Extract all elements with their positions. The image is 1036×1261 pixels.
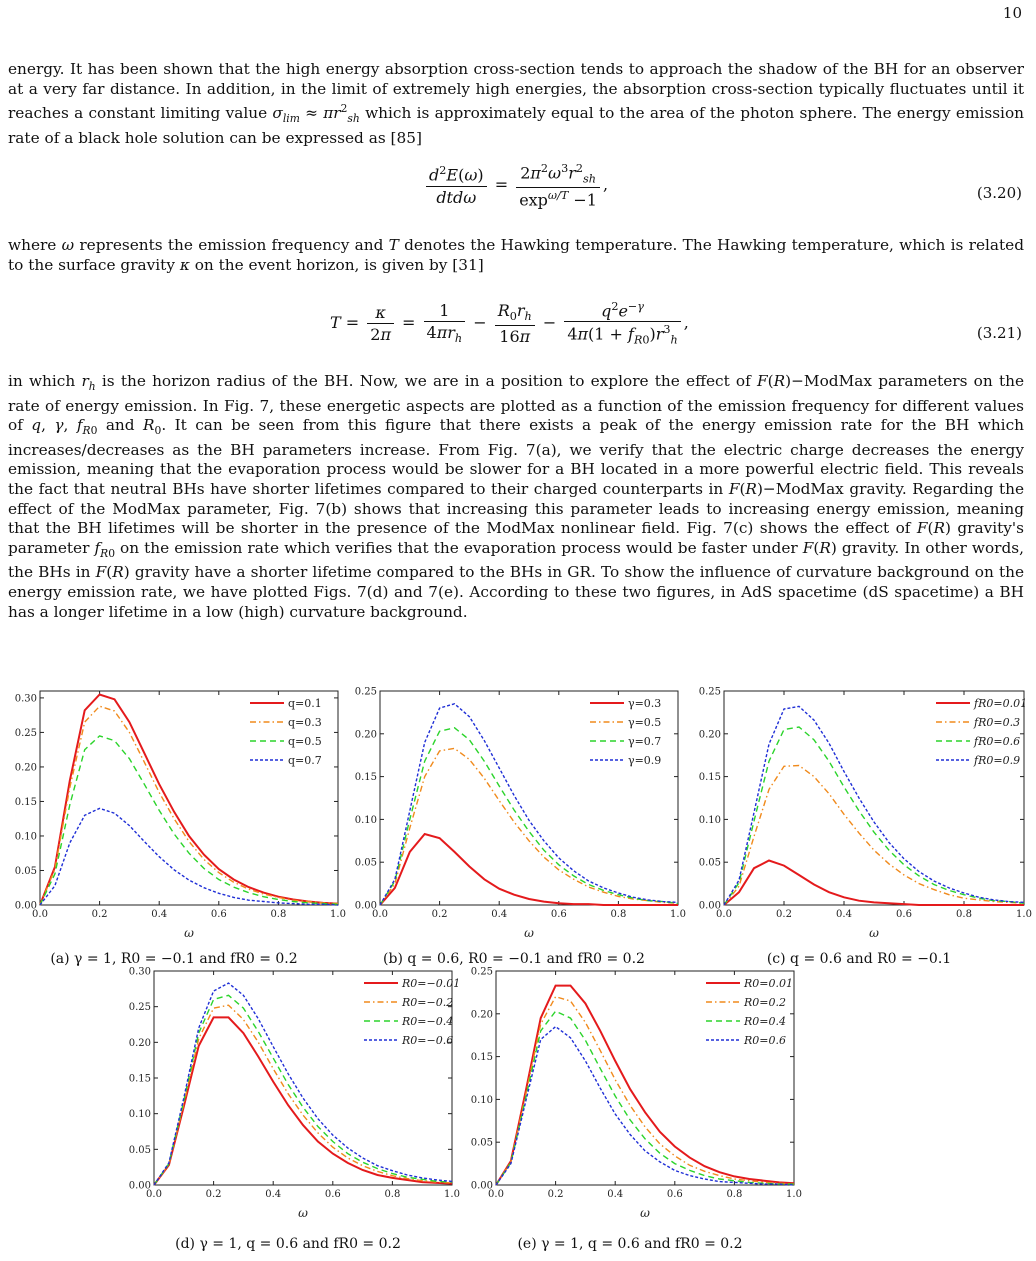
x-axis-label: ω	[524, 926, 534, 940]
legend-label: q=0.5	[288, 735, 322, 748]
x-axis-label: ω	[869, 926, 879, 940]
x-tick-label: 0.6	[324, 1189, 341, 1200]
x-tick-label: 0.2	[431, 909, 448, 920]
y-tick-label: 0.20	[698, 729, 721, 741]
paragraph-2: where ω represents the emission frequency and T denotes the Hawking temperature. The Hawking temperature, which is related to the surface gravity κ on the event horizon, is given by [31]	[8, 236, 1024, 274]
legend-label: R0=0.4	[744, 1015, 786, 1028]
legend-label: fR0=0.3	[974, 716, 1021, 729]
x-tick-label: 0.8	[270, 909, 287, 920]
series-line-0	[724, 861, 1024, 906]
legend-label: fR0=0.9	[974, 754, 1021, 767]
x-axis-label: ω	[640, 1206, 650, 1220]
legend-label: γ=0.7	[628, 735, 662, 748]
x-tick-label: 0.4	[836, 909, 852, 920]
x-tick-label: 0.2	[776, 909, 792, 920]
x-tick-label: 0.4	[607, 1189, 624, 1200]
y-tick-label: 0.05	[354, 857, 377, 869]
chart-panel-b	[344, 685, 684, 945]
y-tick-label: 0.20	[354, 729, 377, 741]
y-tick-label: 0.15	[128, 1073, 151, 1085]
series-line-3	[380, 704, 678, 905]
y-tick-label: 0.15	[354, 772, 377, 784]
y-tick-label: 0.00	[128, 1180, 151, 1192]
y-tick-label: 0.15	[14, 796, 37, 808]
x-tick-label: 1.0	[330, 909, 346, 920]
legend-label: R0=0.6	[744, 1034, 786, 1047]
x-tick-label: 0.8	[384, 1189, 401, 1200]
y-tick-label: 0.00	[470, 1180, 493, 1192]
y-tick-label: 0.20	[14, 762, 37, 774]
chart-panel-a	[4, 685, 344, 945]
x-tick-label: 0.6	[550, 909, 567, 920]
y-tick-label: 0.10	[698, 814, 721, 826]
x-axis-label: ω	[298, 1206, 308, 1220]
x-tick-label: 1.0	[786, 1189, 802, 1200]
y-tick-label: 0.25	[128, 1002, 151, 1014]
caption-e: (e) γ = 1, q = 0.6 and fR0 = 0.2	[517, 1236, 743, 1252]
x-tick-label: 0.2	[91, 909, 108, 920]
legend-label: R0=−0.2	[402, 996, 454, 1009]
x-tick-label: 0.2	[547, 1189, 564, 1200]
x-tick-label: 0.0	[488, 1189, 504, 1200]
legend-label: q=0.3	[288, 716, 322, 729]
series-line-3	[40, 808, 338, 905]
y-tick-label: 0.05	[128, 1144, 151, 1156]
legend-label: γ=0.9	[628, 754, 662, 767]
y-tick-label: 0.15	[470, 1052, 493, 1064]
chart-panel-c	[688, 685, 1030, 945]
paragraph-3: in which $r_h$ is the horizon radius of the BH. Now, we are in a position to explore the effect of F(R)−ModMax parameters on the rate of energy emission. In Fig. 7, these energetic aspects are plotted as a function of the emission frequency for different values of q, γ, $f_{R0}$ and $R_0$. It can be seen from this figure that there exists a peak of the energy emission rate for the BH which increases/decreases as the BH parameters increase. From Fig. 7(a), we verify that the electric charge decreases the energy emission, meaning that the evaporation process would be slower for a BH located in a more powerful electric field. This reveals the fact that neutral BHs have shorter lifetimes compared to their charged counterparts in F(R)−ModMax gravity. Regarding the effect of the ModMax parameter, Fig. 7(b) shows that increasing this parameter leads to increasing energy emission, meaning that the BH lifetimes will be shorter in the presence of the ModMax nonlinear field. Fig. 7(c) shows the effect of F(R) gravity's parameter $f_{R0}$ on the emission rate which verifies that the evaporation process would be faster under F(R) gravity. In other words, the BHs in F(R) gravity have a shorter lifetime compared to the BHs in GR. To show the influence of curvature background on the energy emission rate, we have plotted Figs. 7(d) and 7(e). According to these two figures, in AdS spacetime (dS spacetime) a BH has a longer lifetime in a low (high) curvature background.	[8, 372, 1025, 621]
legend-label: R0=−0.4	[402, 1015, 454, 1028]
x-tick-label: 0.4	[491, 909, 508, 920]
legend-label: q=0.1	[288, 697, 322, 710]
page-number: 10	[1002, 4, 1022, 22]
y-tick-label: 0.00	[14, 900, 37, 912]
x-tick-label: 0.8	[610, 909, 627, 920]
chart-panel-d	[118, 965, 461, 1225]
x-tick-label: 0.2	[205, 1189, 222, 1200]
y-tick-label: 0.05	[470, 1137, 493, 1149]
y-tick-label: 0.10	[354, 814, 377, 826]
x-tick-label: 0.0	[716, 909, 732, 920]
legend-label: fR0=0.6	[974, 735, 1021, 748]
legend-label: γ=0.3	[628, 697, 662, 710]
y-tick-label: 0.25	[698, 686, 721, 698]
x-tick-label: 0.4	[265, 1189, 282, 1200]
x-tick-label: 0.0	[146, 1189, 162, 1200]
x-tick-label: 0.8	[726, 1189, 743, 1200]
series-line-0	[380, 834, 678, 905]
y-tick-label: 0.05	[14, 865, 37, 877]
x-tick-label: 0.0	[372, 909, 388, 920]
equation-number: (3.20)	[976, 184, 1022, 202]
y-tick-label: 0.00	[354, 900, 377, 912]
y-tick-label: 0.30	[14, 693, 37, 705]
legend-label: R0=−0.6	[402, 1034, 454, 1047]
x-tick-label: 1.0	[670, 909, 686, 920]
x-axis-label: ω	[184, 926, 194, 940]
chart-panel-e	[460, 965, 800, 1225]
y-tick-label: 0.00	[698, 900, 721, 912]
x-tick-label: 1.0	[1016, 909, 1032, 920]
x-tick-label: 0.0	[32, 909, 48, 920]
y-tick-label: 0.10	[14, 831, 37, 843]
x-tick-label: 0.6	[666, 1189, 683, 1200]
legend-label: R0=−0.01	[402, 977, 461, 990]
equation-number: (3.21)	[976, 324, 1022, 342]
legend-label: fR0=0.01	[974, 697, 1028, 710]
x-tick-label: 0.6	[210, 909, 227, 920]
y-tick-label: 0.15	[698, 772, 721, 784]
legend-label: R0=0.2	[744, 996, 786, 1009]
legend-label: q=0.7	[288, 754, 322, 767]
y-tick-label: 0.05	[698, 857, 721, 869]
y-tick-label: 0.25	[14, 727, 37, 739]
series-line-1	[724, 766, 1024, 906]
y-tick-label: 0.10	[470, 1094, 493, 1106]
series-line-1	[380, 748, 678, 905]
caption-a: (a) γ = 1, R0 = −0.1 and fR0 = 0.2	[50, 951, 298, 967]
x-tick-label: 0.8	[956, 909, 972, 920]
legend-label: R0=0.01	[744, 977, 793, 990]
series-line-3	[496, 1027, 794, 1185]
x-tick-label: 0.6	[896, 909, 912, 920]
x-tick-label: 0.4	[151, 909, 168, 920]
y-tick-label: 0.30	[128, 966, 151, 978]
x-tick-label: 1.0	[444, 1189, 460, 1200]
y-tick-label: 0.25	[470, 966, 493, 978]
legend-label: γ=0.5	[628, 716, 662, 729]
series-line-3	[154, 983, 452, 1185]
y-tick-label: 0.25	[354, 686, 377, 698]
caption-b: (b) q = 0.6, R0 = −0.1 and fR0 = 0.2	[383, 951, 645, 967]
caption-d: (d) γ = 1, q = 0.6 and fR0 = 0.2	[175, 1236, 401, 1252]
y-tick-label: 0.10	[128, 1109, 151, 1121]
paragraph-1: energy. It has been shown that the high energy absorption cross-section tends to approach the shadow of the BH for an observer at a very far distance. In addition, in the limit of extremely high energies, the absorption cross-section typically fluctuates until it reaches a constant limiting value $\sigma_{lim} \approx \pi r^2_{sh}$ which is approximately equal to the area of the photon sphere. The energy emission rate of a black hole solution can be expressed as [85]	[8, 60, 1024, 147]
y-tick-label: 0.20	[470, 1009, 493, 1021]
caption-c: (c) q = 0.6 and R0 = −0.1	[766, 951, 952, 967]
y-tick-label: 0.20	[128, 1037, 151, 1049]
